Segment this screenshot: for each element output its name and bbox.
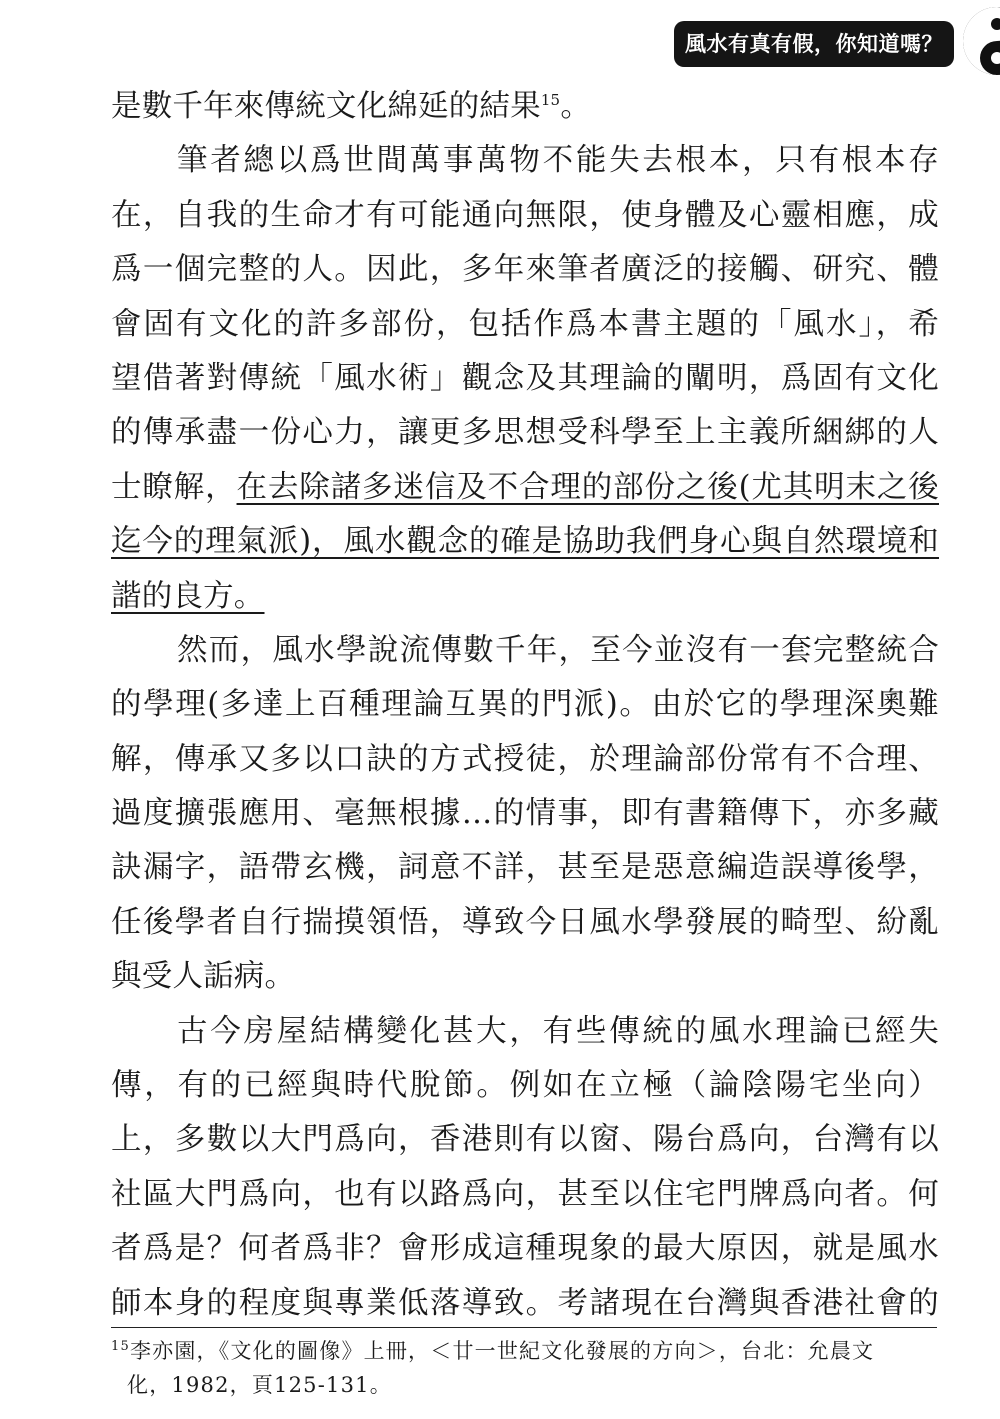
text-line [111, 570, 939, 624]
text-line: 傳，有的已經與時代脫節。例如在立極（論陰陽宅坐向） [111, 1068, 939, 1104]
underlined-passage: 迄今的理氣派)，風水觀念的確是協助我們身心與自然環境和 [111, 524, 939, 560]
yin-yang-logo-icon [962, 6, 1000, 76]
text-line: 訣漏字，語帶玄機，詞意不詳，甚至是惡意編造誤導後學， [111, 850, 939, 886]
footnote-number: 15 [111, 1339, 130, 1354]
text-line: 望借著對傳統「風水術」觀念及其理論的闡明，爲固有文化 [111, 360, 939, 396]
footnote-line: $^{15}$李亦園，《文化的圖像》上冊，＜廿一世紀文化發展的方向＞，台北：允晨文 [111, 1339, 875, 1363]
text-line: 會固有文化的許多部份，包括作爲本書主題的「風水」，希 [111, 306, 939, 342]
underlined-passage: 諧的良方。 [111, 578, 265, 614]
text-line: 上，多數以大門爲向，香港則有以窗、陽台爲向，台灣有以 [111, 1122, 939, 1158]
footnote-divider [111, 1327, 937, 1328]
text-line: 與受人詬病。 [111, 959, 296, 995]
running-header-title: 風水有真有假，你知道嗎？ [674, 21, 954, 67]
text-line: 任後學者自行揣摸領悟，導致今日風水學發展的畸型、紛亂 [111, 904, 939, 940]
text-line: 過度擴張應用、毫無根據…的情事，即有書籍傳下，亦多藏 [111, 796, 939, 832]
text-line: 筆者總以爲世間萬事萬物不能失去根本，只有根本存 [177, 143, 939, 179]
footnote-reference: 15 [540, 90, 561, 109]
text-line: 者爲是？何者爲非？會形成這種現象的最大原因，就是風水 [111, 1231, 939, 1267]
text-line [111, 515, 939, 569]
text-line: 社區大門爲向，也有以路爲向，甚至以住宅門牌爲向者。何 [111, 1176, 939, 1212]
text-line: 解，傳承又多以口訣的方式授徒，於理論部份常有不合理、 [111, 741, 939, 777]
text-line: 的傳承盡一份心力，讓更多思想受科學至上主義所綑綁的人 [111, 415, 939, 451]
footnote [111, 1334, 941, 1402]
text-line: 古今房屋結構變化甚大，有些傳統的風水理論已經失 [177, 1013, 939, 1049]
text-line: 爲一個完整的人。因此，多年來筆者廣泛的接觸、研究、體 [111, 252, 939, 288]
body-text [111, 80, 939, 1331]
text-line: 是數千年來傳統文化綿延的結果$^{15}$。 [111, 89, 592, 124]
text-line: 的學理(多達上百種理論互異的門派)。由於它的學理深奧難 [111, 687, 939, 723]
underlined-passage: 在去除諸多迷信及不合理的部份之後(尤其明末之後 [236, 469, 939, 505]
text-line: 士瞭解，在去除諸多迷信及不合理的部份之後(尤其明末之後 [111, 469, 939, 505]
text-line: 師本身的程度與專業低落導致。考諸現在台灣與香港社會的 [111, 1285, 939, 1321]
text-line: 在，自我的生命才有可能通向無限，使身體及心靈相應，成 [111, 197, 939, 233]
text-line: 然而，風水學說流傳數千年，至今並沒有一套完整統合 [177, 632, 939, 668]
footnote-line: 化，1982，頁125-131。 [127, 1373, 392, 1397]
